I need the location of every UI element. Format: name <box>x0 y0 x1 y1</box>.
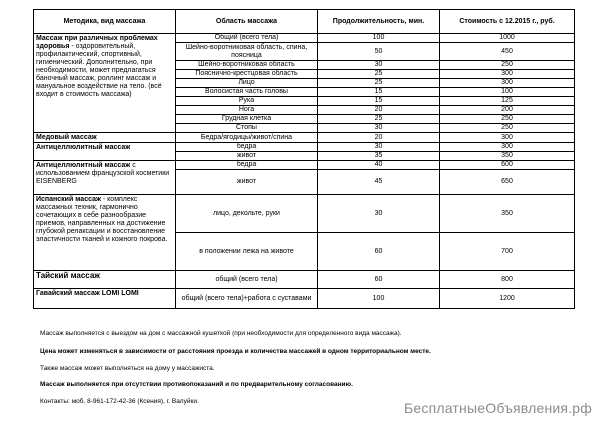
table-row <box>34 143 575 152</box>
price-table <box>33 9 575 309</box>
duration-cell: 60 <box>318 271 440 289</box>
price-cell: 300 <box>440 133 575 143</box>
area-cell: живот <box>176 152 318 161</box>
note-contraindications: Массаж выполняется при отсутствии противопоказаний и по предварительному согласованию. <box>40 381 353 388</box>
duration-cell: 30 <box>318 124 440 133</box>
duration-cell: 25 <box>318 70 440 79</box>
table-row <box>34 161 575 170</box>
method-title: Медовый массаж <box>36 134 97 141</box>
price-cell: 800 <box>440 271 575 289</box>
area-cell: Шейно-воротниковая область <box>176 61 318 70</box>
method-cell <box>34 289 176 309</box>
method-cell <box>34 143 176 161</box>
method-cell <box>34 161 176 195</box>
method-title: Гавайский массаж LOMI LOMI <box>36 290 139 297</box>
price-cell: 250 <box>440 115 575 124</box>
note-price-change: Цена может изменяться в зависимости от расстояния проезда и количества массажей в одном территориальном месте. <box>40 348 431 355</box>
price-cell: 300 <box>440 70 575 79</box>
area-cell: живот <box>176 170 318 195</box>
method-title: Тайский массаж <box>36 271 100 280</box>
duration-cell: 60 <box>318 233 440 271</box>
area-cell: Нога <box>176 106 318 115</box>
duration-cell: 40 <box>318 161 440 170</box>
note-home: Также массаж может выполняться на дому у массажиста. <box>40 365 215 372</box>
table-row <box>34 195 575 233</box>
price-cell: 200 <box>440 106 575 115</box>
duration-cell: 30 <box>318 61 440 70</box>
price-cell: 1200 <box>440 289 575 309</box>
table-row <box>34 34 575 43</box>
price-cell: 350 <box>440 152 575 161</box>
duration-cell: 20 <box>318 133 440 143</box>
area-cell: в положении лежа на животе <box>176 233 318 271</box>
area-cell: Рука <box>176 97 318 106</box>
header-price: Стоимость с 12.2015 г., руб. <box>440 10 575 34</box>
method-title: Антицеллюлитный массаж <box>36 162 131 169</box>
price-cell: 600 <box>440 161 575 170</box>
price-cell: 1000 <box>440 34 575 43</box>
duration-cell: 100 <box>318 34 440 43</box>
table-header-row <box>34 10 575 34</box>
area-cell: общий (всего тела) <box>176 271 318 289</box>
duration-cell: 35 <box>318 152 440 161</box>
area-cell: Волосистая часть головы <box>176 88 318 97</box>
method-description: - комплекс массажных техник, гармонично сочетающих в себе разнообразие приемов, направленных на достижение глубокой релаксации и восстановление эластичности тканей и кожного покрова. <box>36 196 168 243</box>
duration-cell: 30 <box>318 143 440 152</box>
watermark: БесплатныеОбъявления.рф <box>404 400 592 416</box>
header-duration: Продолжительность, мин. <box>318 10 440 34</box>
price-cell: 125 <box>440 97 575 106</box>
method-cell <box>34 195 176 271</box>
area-cell: Пояснично-крестцовая область <box>176 70 318 79</box>
price-cell: 700 <box>440 233 575 271</box>
area-cell: Лицо <box>176 79 318 88</box>
area-cell: общий (всего тела)+работа с суставами <box>176 289 318 309</box>
duration-cell: 25 <box>318 79 440 88</box>
method-title: Массаж при различных проблемах здоровья <box>36 35 158 50</box>
duration-cell: 45 <box>318 170 440 195</box>
method-title: Антицеллюлитный массаж <box>36 144 131 151</box>
duration-cell: 100 <box>318 289 440 309</box>
note-delivery: Массаж выполняется с выездом на дом с массажной кушеткой (при необходимости для определенного вида массажа). <box>40 330 402 337</box>
method-cell <box>34 271 176 289</box>
duration-cell: 50 <box>318 43 440 61</box>
price-cell: 450 <box>440 43 575 61</box>
duration-cell: 15 <box>318 97 440 106</box>
method-title: Испанский массаж <box>36 196 101 203</box>
price-cell: 650 <box>440 170 575 195</box>
area-cell: лицо, декольте, руки <box>176 195 318 233</box>
duration-cell: 25 <box>318 115 440 124</box>
price-cell: 350 <box>440 195 575 233</box>
table-row <box>34 271 575 289</box>
price-cell: 100 <box>440 88 575 97</box>
area-cell: Стопы <box>176 124 318 133</box>
header-method: Методика, вид массажа <box>34 10 176 34</box>
area-cell: Общий (всего тела) <box>176 34 318 43</box>
table-row <box>34 289 575 309</box>
area-cell: бедра <box>176 161 318 170</box>
price-cell: 300 <box>440 143 575 152</box>
area-cell: Шейно-воротниковая область, спина, поясница <box>176 43 318 61</box>
price-cell: 250 <box>440 61 575 70</box>
price-cell: 300 <box>440 79 575 88</box>
note-contacts: Контакты: моб. 8-961-172-42-36 (Ксения), г. Валуйки. <box>40 398 199 405</box>
header-area: Область массажа <box>176 10 318 34</box>
method-cell <box>34 34 176 133</box>
method-description: с использованием французской косметики EISENBERG <box>36 162 170 185</box>
price-cell: 250 <box>440 124 575 133</box>
duration-cell: 15 <box>318 88 440 97</box>
table-body <box>34 34 575 309</box>
area-cell: бедра <box>176 143 318 152</box>
method-cell <box>34 133 176 143</box>
area-cell: Бедра/ягодицы/живот/спина <box>176 133 318 143</box>
method-description: - оздоровительный, профилактический, спортивный, гигиенический. Дополнительно, при необходимости, может предлагаться баночный массаж, роллинг массаж и мануальное воздействие на тело. (всё входит в стоимость массажа) <box>36 43 162 98</box>
table-row <box>34 133 575 143</box>
area-cell: Грудная клетка <box>176 115 318 124</box>
duration-cell: 30 <box>318 195 440 233</box>
duration-cell: 20 <box>318 106 440 115</box>
